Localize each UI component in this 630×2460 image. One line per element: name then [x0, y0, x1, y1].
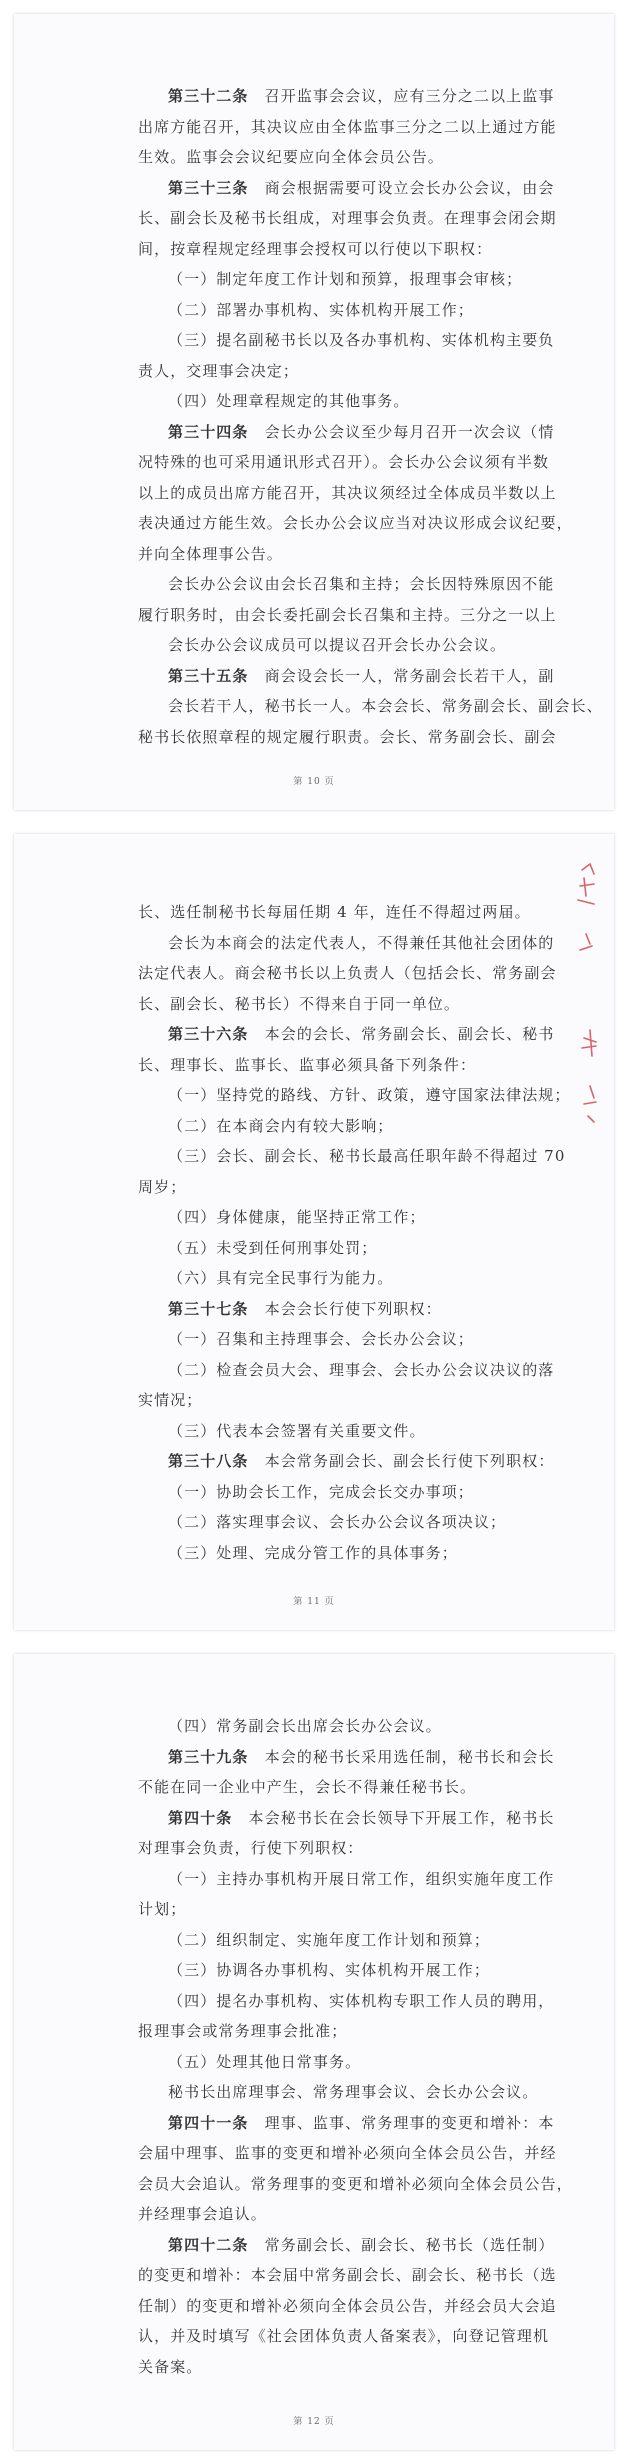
line-text: 长、理事长、监事长、监事必须具备下列条件： — [138, 1055, 477, 1074]
text-line — [168, 1867, 555, 1891]
document-page-11 — [14, 834, 614, 1630]
text-line — [168, 420, 555, 444]
text-line — [138, 450, 550, 474]
text-line — [168, 1144, 566, 1168]
line-text: 认，并及时填写《社会团体负责人备案表》，向登记管理机 — [138, 2327, 550, 2345]
text-line — [168, 633, 524, 657]
text-line — [168, 2111, 555, 2135]
line-text: 本会会长行使下列职权： — [264, 1299, 442, 1318]
line-text: 不能在同一企业中产生，会长不得兼任秘书长。 — [138, 1778, 477, 1796]
line-text: 责人，交理事会决定； — [138, 361, 300, 380]
line-text: 本会的会长、常务副会长、副会长、秘书 — [264, 1025, 555, 1043]
line-text: 理事、监事、常务理事的变更和增补：本 — [264, 2113, 555, 2132]
text-line — [168, 1358, 555, 1382]
line-text: （二）落实理事会议、会长办公会议各项决议； — [168, 1513, 507, 1531]
article-number: 第四十一条 — [168, 2113, 249, 2132]
line-text: 会长为本商会的法定代表人，不得兼任其他社会团体的 — [168, 933, 555, 952]
text-line — [168, 1205, 524, 1229]
line-text: （二）组织制定、实施年度工作计划和预算； — [168, 1930, 491, 1949]
text-line — [168, 1480, 524, 1504]
text-line — [138, 1053, 524, 1077]
line-text: （三）会长、副会长、秘书长最高任职年龄不得超过 70 — [168, 1147, 566, 1165]
text-line — [168, 1236, 524, 1260]
page-number: 第 12 页 — [293, 2417, 335, 2427]
line-text: 报理事会或常务理事会批准； — [138, 2022, 348, 2040]
text-line — [138, 237, 524, 261]
line-text: （三）协调各办事机构、实体机构开展工作； — [168, 1961, 491, 1979]
text-line — [168, 1297, 524, 1321]
line-text: （二）在本商会内有较大影响； — [168, 1116, 394, 1135]
line-text: 出席方能召开，其决议应由全体监事三分之二以上通过方能 — [138, 117, 557, 136]
line-text: 周岁； — [138, 1177, 187, 1196]
line-text: （四）提名办事机构、实体机构专职工作人员的聘用， — [168, 1991, 555, 2010]
document-page-10 — [14, 14, 614, 810]
line-text: 长、副会长、秘书长）不得来自于同一单位。 — [138, 994, 461, 1013]
line-text: 会长办公会议成员可以提议召开会长办公会议。 — [168, 636, 507, 654]
line-text: （二）部署办事机构、实体机构开展工作； — [168, 300, 474, 319]
text-line — [168, 1449, 555, 1473]
line-text: （三）处理、完成分管工作的具体事务； — [168, 1543, 458, 1562]
line-text: 秘书长出席理事会、常务理事会议、会长办公会议。 — [168, 2083, 539, 2101]
text-line — [168, 389, 524, 413]
line-text: （一）制定年度工作计划和预算，报理事会审核； — [168, 270, 523, 288]
text-line — [138, 992, 524, 1016]
article-number: 第四十条 — [168, 1808, 233, 1827]
line-text: 并经理事会追认。 — [138, 2205, 267, 2223]
line-text: 以上的成员出席方能召开，其决议须经过全体成员半数以上 — [138, 483, 557, 502]
page-number: 第 11 页 — [293, 1597, 335, 1607]
line-text: 表决通过方能生效。会长办公会议应当对决议形成会议纪要， — [138, 514, 573, 532]
line-text: 间，按章程规定经理事会授权可以行使以下职权： — [138, 239, 493, 258]
line-text: 本会常务副会长、副会长行使下列职权： — [264, 1452, 555, 1470]
text-line — [168, 1022, 555, 1046]
line-text: 实情况； — [138, 1391, 203, 1409]
text-line — [168, 1083, 571, 1107]
line-text: 商会根据需要可设立会长办公会议，由会 — [264, 178, 555, 197]
text-line — [168, 267, 524, 291]
text-line — [138, 542, 524, 566]
text-line — [168, 1958, 524, 1982]
line-text: （四）身体健康，能坚持正常工作； — [168, 1208, 426, 1226]
line-text: （四）常务副会长出席会长办公会议。 — [168, 1717, 442, 1735]
line-text: 关备案。 — [138, 2357, 203, 2376]
line-text: （一）坚持党的路线、方针、政策，遵守国家法律法规； — [168, 1086, 571, 1104]
line-text: （三）提名副秘书长以及各办事机构、实体机构主要负 — [168, 331, 555, 349]
line-text: （一）协助会长工作，完成会长交办事项； — [168, 1482, 474, 1501]
text-line — [168, 572, 555, 596]
line-text: 会长办公会议由会长召集和主持；会长因特殊原因不能 — [168, 575, 555, 593]
text-line — [138, 900, 531, 924]
article-number: 第三十四条 — [168, 422, 249, 441]
text-line — [138, 115, 557, 139]
text-line — [138, 359, 524, 383]
text-line — [168, 1266, 524, 1290]
article-number: 第三十八条 — [168, 1452, 249, 1470]
line-text: 长、副会长及秘书长组成，对理事会负责。在理事会闭会期 — [138, 209, 557, 227]
line-text: （五）处理其他日常事务。 — [168, 2052, 362, 2071]
text-line — [168, 1806, 555, 1830]
text-line — [168, 1714, 524, 1738]
line-text: 生效。监事会会议纪要应向全体会员公告。 — [138, 148, 444, 166]
text-line — [138, 511, 573, 535]
text-line — [138, 2263, 557, 2287]
text-line — [138, 1897, 524, 1921]
line-text: 的变更和增补：本会届中常务副会长、副会长、秘书长（选 — [138, 2266, 557, 2284]
text-line — [138, 2294, 557, 2318]
line-text: （二）检查会员大会、理事会、会长办公会议决议的落 — [168, 1360, 555, 1379]
line-text: 计划； — [138, 1900, 187, 1918]
text-line — [168, 1419, 524, 1443]
text-line — [138, 725, 557, 749]
text-line — [168, 176, 555, 200]
line-text: 并向全体理事公告。 — [138, 544, 283, 563]
line-text: 商会设会长一人，常务副会长若干人，副 — [264, 666, 555, 685]
article-number: 第三十七条 — [168, 1299, 249, 1318]
line-text: （一）召集和主持理事会、会长办公会议； — [168, 1330, 474, 1348]
text-line — [168, 1989, 555, 2013]
line-text: 本会秘书长在会长领导下开展工作，秘书长 — [248, 1808, 555, 1827]
text-line — [138, 2019, 524, 2043]
text-line — [168, 2080, 539, 2104]
line-text: 对理事会负责，行使下列职权： — [138, 1839, 364, 1857]
line-text: 法定代表人。商会秘书长以上负责人（包括会长、常务副会 — [138, 964, 557, 982]
line-text: 召开监事会会议，应有三分之二以上监事 — [264, 87, 555, 105]
line-text: （六）具有完全民事行为能力。 — [168, 1269, 394, 1287]
article-number: 第三十九条 — [168, 1747, 249, 1766]
line-text: 会届中理事、监事的变更和增补必须向全体会员公告，并经 — [138, 2144, 557, 2162]
line-text: （五）未受到任何刑事处罚； — [168, 1238, 378, 1257]
text-line — [138, 961, 557, 985]
text-line — [168, 1510, 524, 1534]
text-line — [138, 2172, 573, 2196]
line-text: （四）处理章程规定的其他事务。 — [168, 392, 410, 410]
text-line — [138, 1388, 524, 1412]
article-number: 第三十二条 — [168, 87, 249, 105]
page-number: 第 10 页 — [293, 777, 335, 787]
line-text: 秘书长依照章程的规定履行职责。会长、常务副会长、副会 — [138, 727, 557, 746]
text-line — [168, 1928, 524, 1952]
text-line — [168, 328, 555, 352]
text-line — [168, 84, 555, 108]
text-line — [168, 1327, 524, 1351]
text-line — [168, 2233, 555, 2257]
line-text: 长、选任制秘书长每届任期 4 年，连任不得超过两届。 — [138, 903, 531, 921]
line-text: 任制）的变更和增补必须向全体会员公告，并经会员大会追 — [138, 2296, 557, 2315]
line-text: 会长办公会议至少每月召开一次会议（情 — [264, 422, 555, 441]
article-number: 第四十二条 — [168, 2235, 249, 2254]
line-text: 会长若干人，秘书长一人。本会会长、常务副会长、副会长、 — [168, 697, 603, 715]
text-line — [138, 2324, 550, 2348]
text-line — [138, 1775, 524, 1799]
article-number: 第三十三条 — [168, 178, 249, 197]
line-text: 会员大会追认。常务理事的变更和增补必须向全体会员公告， — [138, 2174, 573, 2193]
text-line — [138, 1836, 524, 1860]
line-text: 常务副会长、副会长、秘书长（选任制） — [264, 2235, 555, 2254]
text-line — [168, 1541, 524, 1565]
text-line — [168, 694, 603, 718]
line-text: （三）代表本会签署有关重要文件。 — [168, 1421, 426, 1440]
text-line — [138, 145, 524, 169]
text-line — [138, 2202, 524, 2226]
text-line — [168, 931, 555, 955]
text-line — [168, 2050, 524, 2074]
article-number: 第三十六条 — [168, 1025, 249, 1043]
text-line — [138, 2141, 557, 2165]
line-text: 本会的秘书长采用选任制，秘书长和会长 — [264, 1747, 555, 1766]
article-number: 第三十五条 — [168, 666, 249, 685]
text-line — [168, 1114, 524, 1138]
document-page-12 — [14, 1654, 614, 2450]
text-line — [138, 2355, 524, 2379]
text-line — [138, 481, 557, 505]
text-line — [168, 664, 555, 688]
text-line — [138, 1175, 524, 1199]
red-handwritten-mark — [562, 834, 614, 1134]
line-text: 况特殊的也可采用通讯形式召开）。会长办公会议须有半数 — [138, 453, 550, 471]
text-line — [168, 298, 524, 322]
text-line — [168, 1745, 555, 1769]
text-line — [138, 603, 557, 627]
line-text: （一）主持办事机构开展日常工作，组织实施年度工作 — [168, 1869, 555, 1888]
line-text: 履行职务时，由会长委托副会长召集和主持。三分之一以上 — [138, 605, 557, 624]
text-line — [138, 206, 557, 230]
